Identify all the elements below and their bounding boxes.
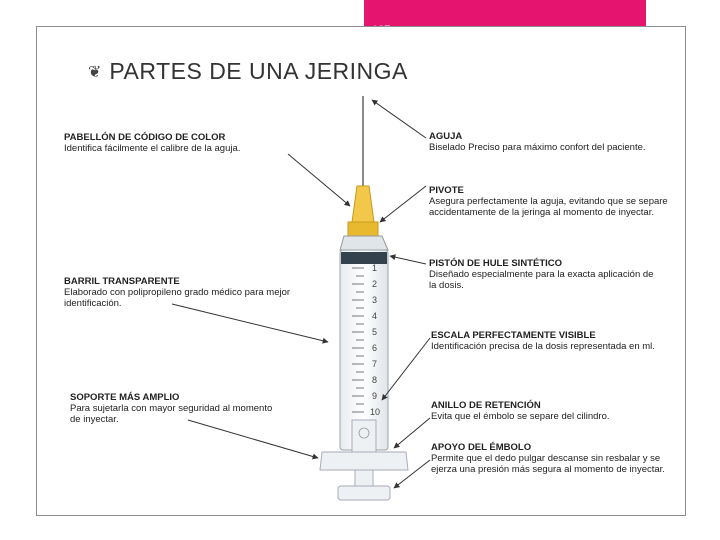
arrow-escala [382,338,430,400]
arrow-soporte [188,420,318,458]
label-soporte [70,392,280,425]
label-heading: ESCALA PERFECTAMENTE VISIBLE [431,330,596,341]
label-piston [429,258,659,291]
needle-hub [352,186,374,222]
rubber-piston [341,252,387,264]
label-heading: PIVOTE [429,185,464,196]
label-text: Diseñado especialmente para la exacta aplicación de la dosis. [429,269,654,291]
label-text: Identifica fácilmente el calibre de la aguja. [64,143,241,154]
scale-mark: 10 [370,407,381,417]
arrow-pivote [380,186,426,222]
scale-mark: 7 [372,359,378,369]
hub-collar [348,222,378,236]
label-apoyo [431,442,681,475]
label-barril [64,276,314,309]
label-heading: BARRIL TRANSPARENTE [64,276,180,287]
label-aguja [429,131,659,153]
scale-mark: 6 [372,343,378,353]
scale-mark: 2 [372,279,378,289]
arrow-piston [390,256,426,264]
plunger-stem [355,470,373,486]
plunger-rod [352,420,376,454]
slide-title: PARTES DE UNA JERINGA [109,58,408,84]
label-heading: SOPORTE MÁS AMPLIO [70,392,180,403]
label-heading: ANILLO DE RETENCIÓN [431,400,541,411]
label-text: Identificación precisa de la dosis representada en ml. [431,341,655,352]
scale-mark: 1 [372,263,378,273]
scroll-bullet-icon: ❦ [88,63,102,81]
label-text: Biselado Preciso para máximo confort del paciente. [429,142,646,153]
barrel-tip [340,236,388,250]
label-text: Para sujetarla con mayor seguridad al momento de inyectar. [70,403,273,425]
label-text: Asegura perfectamente la aguja, evitando que se separe accidentamente de la jeringa al momento de inyectar. [429,196,668,218]
label-heading: AGUJA [429,131,463,142]
label-escala [431,330,679,352]
label-heading: PISTÓN DE HULE SINTÉTICO [429,258,563,269]
scale-mark: 9 [372,391,378,401]
label-text: Elaborado con polipropileno grado médico para mejor identificación. [64,287,291,309]
arrow-aguja [372,100,426,138]
arrow-anillo [394,418,430,448]
thumb-rest [338,486,390,500]
label-text: Evita que el émbolo se separe del cilindro. [431,411,610,422]
label-heading: PABELLÓN DE CÓDIGO DE COLOR [64,132,226,143]
label-pivote [429,185,669,218]
arrow-barril [172,304,328,342]
scale-mark: 3 [372,295,378,305]
scale-mark: 4 [372,311,378,321]
scale-mark: 8 [372,375,378,385]
label-text: Permite que el dedo pulgar descanse sin resbalar y se ejerza una presión más segura al momento de inyectar. [431,453,665,475]
label-pabellon [64,132,304,154]
finger-flange [320,452,408,470]
arrow-pabellon [288,154,350,206]
label-heading: APOYO DEL ÉMBOLO [431,442,532,453]
label-anillo [431,400,679,422]
scale-mark: 5 [372,327,378,337]
